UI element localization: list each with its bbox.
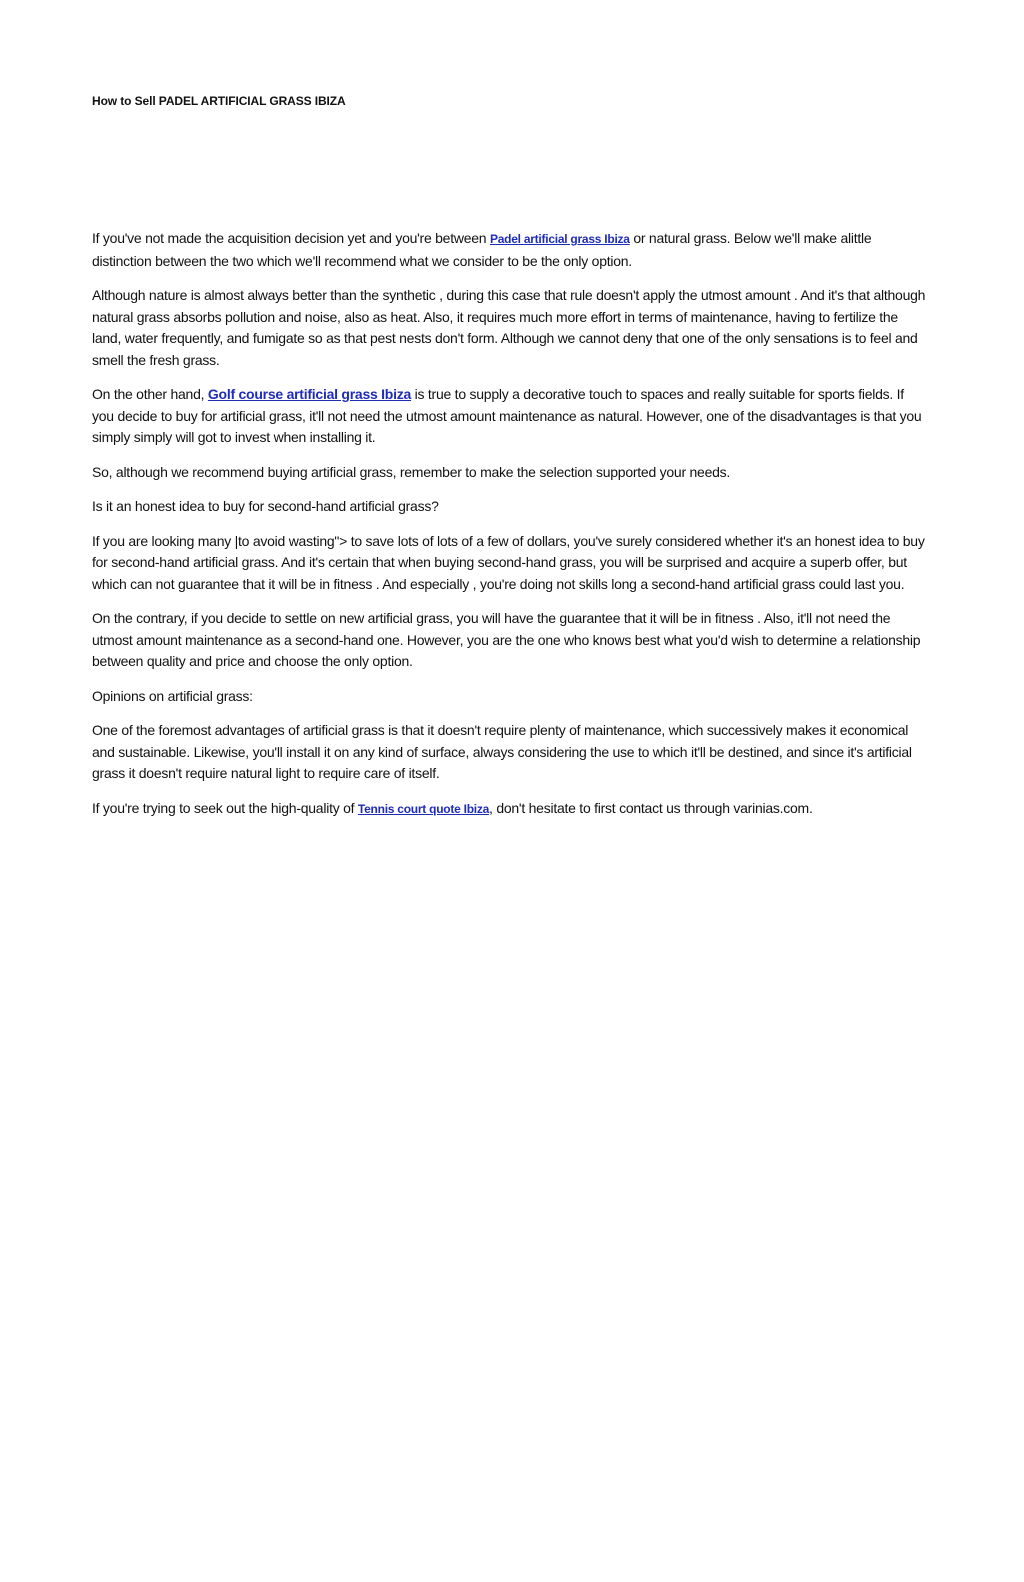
paragraph-intro: If you've not made the acquisition decision yet and you're between Padel artificial grass Ibiza or natural grass. Below we'll make alittle distinction between the two which we'll recommend what we consider to be the only option. <box>92 230 872 269</box>
tennis-court-quote-link[interactable]: Tennis court quote Ibiza <box>357 801 490 816</box>
paragraph-question: Is it an honest idea to buy for second-hand artificial grass? <box>92 498 439 514</box>
paragraph-advantages: One of the foremost advantages of artificial grass is that it doesn't require plenty of maintenance, which successively makes it economical and sustainable. Likewise, you'll install it on any kind of surface, always considering the use to which it'll be destined, and since it's artificial grass it doesn't require natural light to require care of itself. <box>92 722 912 781</box>
paragraph-recommend: So, although we recommend buying artificial grass, remember to make the selection supported your needs. <box>92 463 731 480</box>
paragraph-nature: Although nature is almost always better than the synthetic , during this case that rule doesn't apply the utmost amount . And it's that although natural grass absorbs pollution and noise, also as heat. Also, it requires much more effort in terms of maintenance, having to fertilize the land, water frequently, and fumigate so as that pest nests don't form. Although we cannot deny that one of the only sensations is to feel and smell the fresh grass. <box>92 287 926 368</box>
golf-course-artificial-grass-link[interactable]: Golf course artificial grass Ibiza <box>207 386 412 402</box>
paragraph-contact: If you're trying to seek out the high-quality of Tennis court quote Ibiza, don't hesitate to first contact us through varinias.com. <box>92 799 813 816</box>
document-title: How to Sell PADEL ARTIFICIAL GRASS IBIZA <box>92 94 346 108</box>
document-body <box>92 228 927 833</box>
paragraph-second-hand: If you are looking many |to avoid wasting"> to save lots of lots of a few of dollars, you've surely considered whether it's an honest idea to buy for second-hand artificial grass. And it's certain that when buying second-hand grass, you will be surprised and acquire a superb offer, but which can not guarantee that it will be in fitness . And especially , you're doing not skills long a second-hand artificial grass could last you. <box>92 532 925 592</box>
paragraph-opinions-heading: Opinions on artificial grass: <box>92 687 253 704</box>
paragraph-contrary: On the contrary, if you decide to settle on new artificial grass, you will have the guarantee that it will be in fitness . Also, it'll not need the utmost amount maintenance as a second-hand one. However, you are the one who knows best what you'd wish to determine a relationship between quality and price and choose the only option. <box>92 610 921 669</box>
padel-artificial-grass-link[interactable]: Padel artificial grass Ibiza <box>489 232 630 246</box>
paragraph-other-hand: On the other hand, Golf course artificial grass Ibiza is true to supply a decorative touch to spaces and really suitable for sports fields. If you decide to buy for artificial grass, it'll not need the utmost amount maintenance as natural. However, one of the disadvantages is that you simply simply will got to invest when installing it. <box>92 386 922 445</box>
